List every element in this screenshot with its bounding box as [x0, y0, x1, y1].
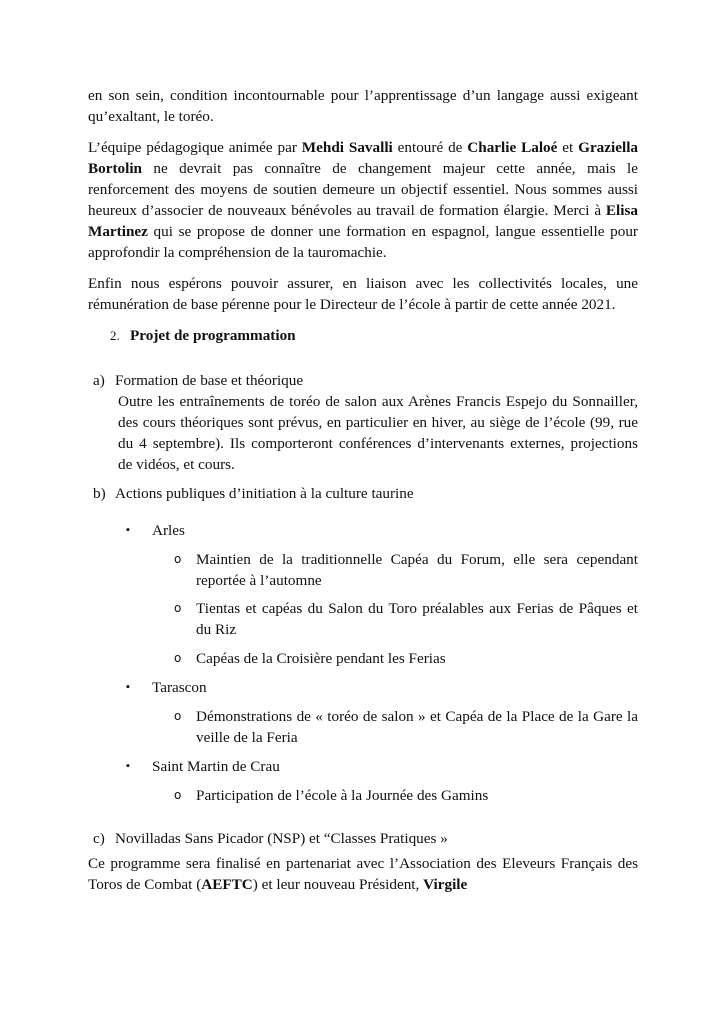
circle-bullet-icon: o: [174, 788, 182, 802]
person-name: Graziella Bortolin: [88, 139, 639, 177]
place-name: Tarascon: [152, 679, 207, 696]
list-item: o Tientas et capéas du Salon du Toro préalables aux Ferias de Pâques et du Riz: [174, 600, 638, 638]
intro-paragraph-2: L’équipe pédagogique animée par Mehdi Savalli entouré de Charlie Laloé et Graziella Bortolin ne devrait pas connaître de changement majeur cette année, mais le renforcement des moyens de soutien demeure un objectif essentiel. Nous sommes aussi heureux d’associer de nouveaux bénévoles au travail de formation élargie. Merci à Elisa Martinez qui se propose de donner une formation en espagnol, langue essentielle pour approfondir la compréhension de la tauromachie.: [88, 139, 639, 261]
item-c: [88, 828, 638, 849]
list-item: o Participation de l’école à la Journée des Gamins: [174, 787, 489, 804]
circle-bullet-icon: o: [174, 601, 182, 615]
circle-bullet-icon: o: [174, 709, 182, 723]
list-item-place: [126, 677, 638, 698]
section-heading: [110, 325, 638, 346]
item-title: Novilladas Sans Picador (NSP) et “Classes Pratiques »: [115, 830, 448, 847]
item-a: [88, 370, 638, 475]
person-name: Virgile: [423, 876, 468, 893]
acronym: AEFTC: [201, 876, 253, 893]
item-marker: c): [93, 830, 105, 847]
place-name: Saint Martin de Crau: [152, 758, 280, 775]
list-item: o Capéas de la Croisière pendant les Ferias: [174, 650, 446, 667]
person-name: Mehdi Savalli: [301, 139, 393, 156]
square-bullet-icon: ▪: [126, 681, 130, 693]
list-item-place: [126, 520, 638, 541]
intro-paragraph-1: en son sein, condition incontournable pour l’apprentissage d’un langage aussi exigeant qu’exaltant, le toréo.: [88, 87, 638, 125]
person-name: Charlie Laloé: [467, 139, 558, 156]
item-marker: a): [93, 372, 105, 389]
item-a-text: Outre les entraînements de toréo de salon aux Arènes Francis Espejo du Sonnailler, des cours théoriques sont prévus, en particulier en hiver, au siège de l’école (99, rue du 4 septembre). Ils comporteront conférences d’intervenants externes, projections de vidéos, et cours.: [118, 393, 638, 473]
list-item: o Démonstrations de « toréo de salon » et Capéa de la Place de la Gare la veille de la Feria: [174, 708, 638, 746]
document-page: [88, 85, 638, 895]
circle-bullet-icon: o: [174, 651, 182, 665]
item-title: Formation de base et théorique: [115, 372, 304, 389]
section-number: 2.: [110, 328, 120, 343]
person-name: Elisa Martinez: [88, 202, 638, 240]
intro-paragraph-3: Enfin nous espérons pouvoir assurer, en liaison avec les collectivités locales, une rémunération de base pérenne pour le Directeur de l’école à partir de cette année 2021.: [88, 275, 638, 313]
section-title: Projet de programmation: [130, 327, 296, 344]
item-b: [88, 483, 638, 806]
square-bullet-icon: ▪: [126, 524, 130, 536]
list-item-place: [126, 756, 638, 777]
closing-paragraph: Ce programme sera finalisé en partenariat avec l’Association des Eleveurs Français des Toros de Combat (AEFTC) et leur nouveau Président, Virgile: [88, 855, 638, 893]
place-name: Arles: [152, 522, 185, 539]
circle-bullet-icon: o: [174, 552, 182, 566]
square-bullet-icon: ▪: [126, 760, 130, 772]
item-title: Actions publiques d’initiation à la culture taurine: [115, 485, 414, 502]
list-item: o Maintien de la traditionnelle Capéa du Forum, elle sera cependant reportée à l’automne: [174, 551, 638, 589]
item-marker: b): [93, 485, 106, 502]
